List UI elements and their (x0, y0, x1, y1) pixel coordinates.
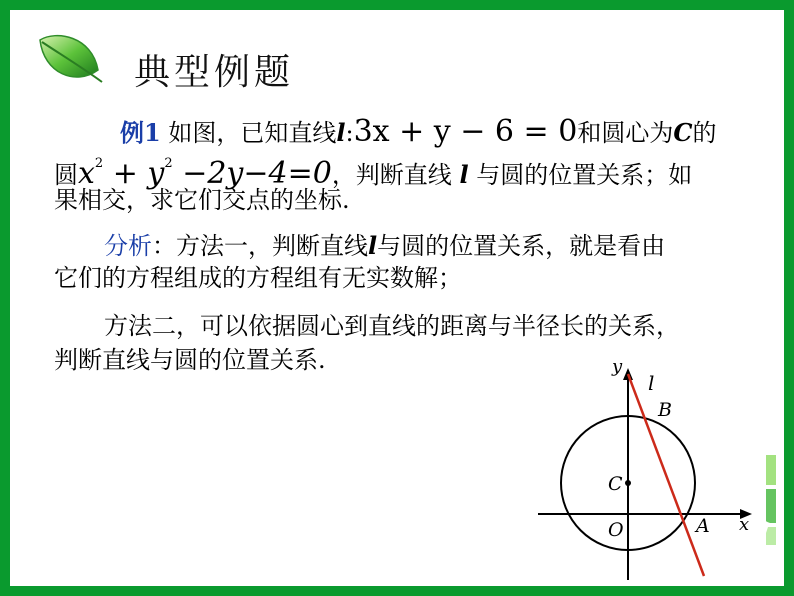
example-text-2b: ，判断直线 (331, 161, 452, 189)
method2-line-1 (54, 310, 774, 342)
circle-eq-sup-2: 2 (164, 156, 173, 171)
example-line-3: 果相交，求它们交点的坐标. (54, 186, 350, 214)
point-c-label: C (608, 473, 623, 495)
center-point (625, 480, 631, 486)
analysis-text-1b: 与圆的位置关系，就是看由 (377, 232, 666, 260)
leaf-icon (36, 30, 106, 88)
point-b-label: B (658, 399, 672, 421)
analysis-line-1 (54, 230, 744, 262)
example-text-1b: 和圆心为 (577, 119, 674, 147)
example-label: 例1 (120, 118, 161, 147)
circle-line-figure (536, 352, 766, 582)
example-text-1: 如图，已知直线 (168, 119, 337, 147)
point-a-label: A (696, 515, 710, 537)
circle-eq-sup-1: 2 (94, 156, 104, 171)
example-text-2c: 与圆的位置关系；如 (476, 161, 693, 189)
center-name: C (673, 118, 693, 147)
line-name-2: l (459, 160, 469, 189)
analysis-line-2: 它们的方程组成的方程组有无实数解； (54, 264, 462, 292)
example-line-1: 例1 如图，已知直线l:3x + y − 6 = 0和圆心为C的 (120, 114, 717, 149)
line-name: l (336, 118, 346, 147)
analysis-line-name: l (368, 231, 378, 260)
line-equation: 3x + y − 6 = 0 (353, 114, 578, 149)
circle-eq-y: + y (103, 156, 165, 191)
method2-line-2: 判断直线与圆的位置关系. (54, 346, 326, 374)
x-axis-label: x (739, 514, 750, 535)
circle-eq-x: x (78, 156, 95, 191)
y-axis-label: y (612, 356, 623, 377)
point-o-label: O (608, 519, 624, 541)
circle-eq-rest: −2y−4=0 (172, 156, 332, 191)
example-text-2: 圆 (54, 161, 78, 189)
method2-text-1: 方法二，可以依据圆心到直线的距离与半径长的关系， (104, 312, 680, 340)
example-text-1c: 的 (692, 119, 717, 147)
analysis-text-1: ：方法一，判断直线 (152, 232, 368, 260)
slide-title: 典型例题 (134, 52, 295, 93)
analysis-label: 分析 (104, 232, 152, 260)
line-l-label: l (648, 371, 655, 395)
